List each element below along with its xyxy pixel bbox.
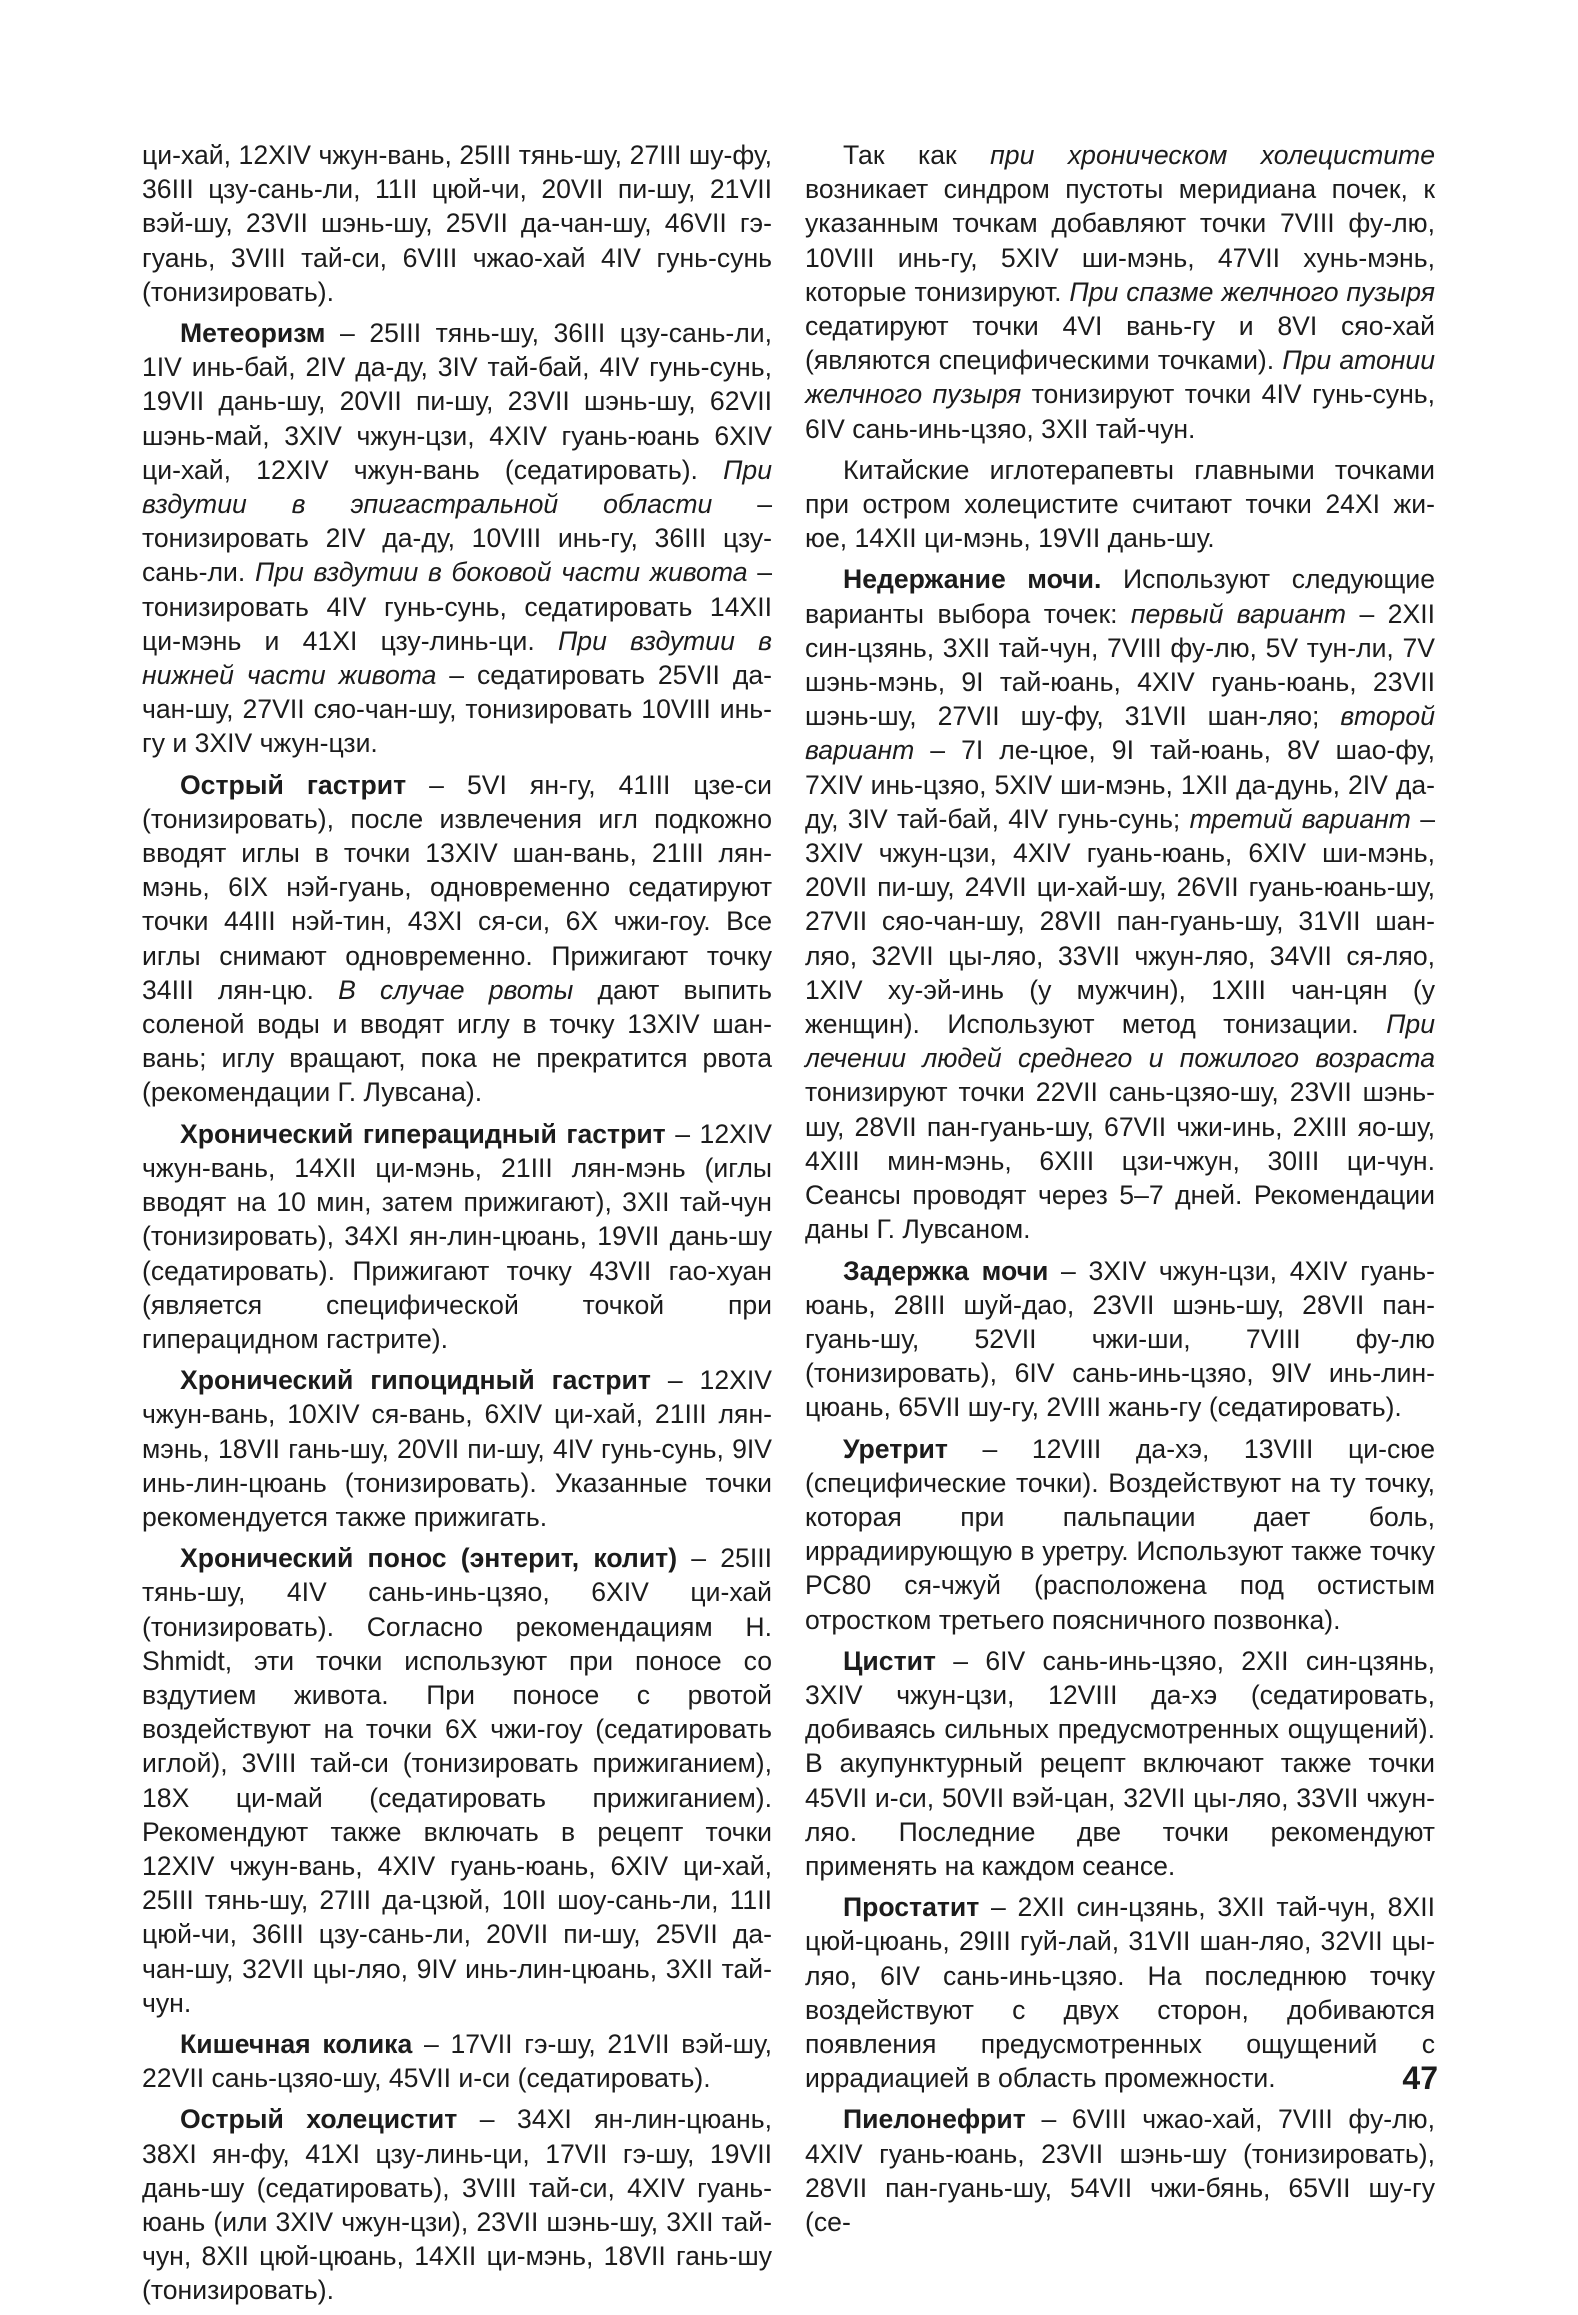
left-column [142, 138, 772, 2315]
paragraph [142, 316, 772, 761]
paragraph [142, 1363, 772, 1534]
italic-phrase: При спазме желчного пузыря [1069, 276, 1435, 307]
text-run: – тонизировать 2IV да-ду, 10VIII инь-гу, 36III цзу-сань-ли. [142, 489, 772, 588]
italic-phrase: В случае рвоты [338, 974, 574, 1005]
text-run: – 12XIV чжун-вань, 10XIV ся-вань, 6XIV ци-хай, 21III лян-мэнь, 18VII гань-шу, 20VII пи-шу, 4IV гунь-сунь, 9IV инь-лин-цюань (тонизировать). Указанные точки рекомендуется также прижигать. [142, 1365, 772, 1532]
text-run: тонизируют точки 22VII сань-цзяо-шу, 23VII шэнь-шу, 28VII пан-гуань-шу, 67VII чжи-инь, 2XIII яо-шу, 4XIII мин-мэнь, 6XIII цзи-чжун, 30III ци-чун. Сеансы проводят через 5–7 дней. Рекомендации даны Г. Лувсаном. [805, 1077, 1435, 1245]
text-run: – 12XIV чжун-вань, 14XII ци-мэнь, 21III лян-мэнь (иглы вводят на 10 мин, затем прижигают), 3XII тай-чун (тонизировать), 34XI ян-лин-цюань, 19VII дань-шу (седатировать). Прижигают точку 43VII гао-хуан (является специфической точкой при гиперацидном гастрите). [142, 1118, 773, 1354]
italic-phrase: При вздутии в нижней части живота [142, 625, 772, 691]
section-heading: Хронический понос (энтерит, колит) [180, 1543, 678, 1574]
section-heading: Хронический гипоцидный гастрит [180, 1365, 651, 1396]
paragraph [142, 2027, 772, 2095]
paragraph [805, 138, 1435, 446]
text-run: – 25III тянь-шу, 36III цзу-сань-ли, 1IV инь-бай, 2IV да-ду, 3IV тай-бай, 4IV гунь-сунь, 19VII дань-шу, 20VII пи-шу, 23VII шэнь-шу, 62VII шэнь-май, 3XIV чжун-цзи, 4XIV гуань-юань 6XIV ци-хай, 12XIV чжун-вань (седатировать). [142, 318, 772, 485]
paragraph [142, 768, 772, 1110]
section-heading: Простатит [843, 1892, 980, 1923]
italic-phrase: при хроническом холецистите [990, 140, 1435, 170]
text-run: – 6VIII чжао-хай, 7VIII фу-лю, 4XIV гуань-юань, 23VII шэнь-шу (тонизировать), 28VII пан-гуань-шу, 54VII чжи-бянь, 65VII шу-гу (се- [805, 2104, 1435, 2237]
italic-phrase: третий вариант [1189, 803, 1411, 834]
section-heading: Острый холецистит [180, 2104, 458, 2135]
text-run: – 5VI ян-гу, 41III цзе-си (тонизировать), после извлечения игл подкожно вводят иглы в точки 13XIV шан-вань, 21III лян-мэнь, 6IX нэй-гуань, одновременно седатируют точки 44III нэй-тин, 43XI ся-си, 6X чжи-гоу. Все иглы снимают одновременно. Прижигают точку 34III лян-цю. [142, 769, 773, 1005]
text-run: – 6IV сань-инь-цзяо, 2XII син-цзянь, 3XIV чжун-цзи, 12VIII да-хэ (седатировать, добиваясь сильных предусмотренных ощущений). В акупунктурный рецепт включают также точки 45VII и-си, 50VII вэй-цан, 32VII цы-ляо, 33VII чжун-ляо. Последние две точки рекомендуют применять на каждом сеансе. [805, 1645, 1435, 1881]
text-run: – 3XIV чжун-цзи, 4XIV гуань-юань, 6XIV ши-мэнь, 20VII пи-шу, 24VII ци-хай-шу, 26VII гуань-юань-шу, 27VII сяо-чан-шу, 28VII пан-гуань-шу, 31VII шан-ляо, 32VII цы-ляо, 33VII чжун-ляо, 34VII ся-ляо, 1XIV ху-эй-инь (у мужчин), 1XIII чан-цян (у женщин). Используют метод тонизации. [805, 803, 1435, 1040]
text-run: Китайские иглотерапевты главными точками при остром холецистите считают точки 24XI жи-юе, 14XII ци-мэнь, 19VII дань-шу. [805, 454, 1435, 554]
paragraph [142, 1117, 772, 1356]
text-run: – 12VIII да-хэ, 13VIII ци-сюе (специфические точки). Воздействуют на ту точку, которая при пальпации дает боль, иррадиирующую в уретру. Используют также точку РС80 ся-чжуй (расположена под остистым отростком третьего поясничного позвонка). [805, 1433, 1435, 1635]
paragraph [805, 1644, 1435, 1883]
section-heading: Хронический гиперацидный гастрит [180, 1118, 666, 1149]
paragraph [142, 2102, 772, 2307]
paragraph [142, 1541, 772, 2020]
right-column [805, 138, 1435, 2246]
text-run: – 17VII гэ-шу, 21VII вэй-шу, 22VII сань-цзяо-шу, 45VII и-си (седатировать). [142, 2028, 772, 2094]
section-heading: Задержка мочи [843, 1255, 1049, 1286]
text-run: – 3XIV чжун-цзи, 4XIV гуань-юань, 28III шуй-дао, 23VII шэнь-шу, 28VII пан-гуань-шу, 52VII чжи-ши, 7VIII фу-лю (тонизировать), 6IV сань-инь-цзяо, 9IV инь-лин-цюань, 65VII шу-гу, 2VIII жань-гу (седатировать). [805, 1255, 1435, 1423]
italic-phrase: первый вариант [1130, 598, 1347, 629]
paragraph [805, 1890, 1435, 2095]
text-run: Используют следующие варианты выбора точек: [805, 564, 1435, 629]
italic-phrase: При лечении людей среднего и пожилого возраста [805, 1009, 1435, 1074]
paragraph [805, 1432, 1435, 1637]
text-run: – седатировать 25VII да-чан-шу, 27VII сяо-чан-шу, тонизировать 10VIII инь-гу и 3XIV чжун-цзи. [142, 660, 773, 759]
paragraph [805, 2102, 1435, 2239]
text-run: – 7I ле-цюе, 9I тай-юань, 8V шао-фу, 7XIV инь-цзяо, 5XIV ши-мэнь, 1XII да-дунь, 2IV да-ду, 3IV тай-бай, 4IV гунь-сунь; [805, 735, 1435, 834]
section-heading: Острый гастрит [180, 769, 407, 800]
italic-phrase: второй вариант [805, 701, 1435, 766]
paragraph [805, 1254, 1435, 1425]
section-heading: Кишечная колика [180, 2028, 413, 2059]
italic-phrase: При вздутии в эпигастральной области [142, 454, 772, 520]
italic-phrase: При атонии желчного пузыря [805, 345, 1436, 410]
paragraph [805, 562, 1435, 1246]
text-run: седатируют точки 4VI вань-гу и 8VI сяо-хай (являются специфическими точками). [805, 311, 1435, 376]
section-heading: Метеоризм [180, 318, 326, 349]
section-heading: Недержание мочи. [843, 564, 1102, 595]
text-run: дают выпить соленой воды и вводят иглу в точку 13XIV шан-вань; иглу вращают, пока не прекратится рвота (рекомендации Г. Лувсана). [142, 974, 772, 1108]
section-heading: Уретрит [843, 1433, 948, 1464]
text-run: ци-хай, 12XIV чжун-вань, 25III тянь-шу, 27III шу-фу, 36III цзу-сань-ли, 11II цюй-чи, 20VII пи-шу, 21VII вэй-шу, 23VII шэнь-шу, 25VII да-чан-шу, 46VII гэ-гуань, 3VIII тай-си, 6VIII чжао-хай 4IV гунь-сунь (тонизировать). [142, 140, 772, 307]
italic-phrase: При вздутии в боковой части живота [254, 557, 748, 588]
text-run: – 2XII син-цзянь, 3XII тай-чун, 7VIII фу-лю, 5V тун-ли, 7V шэнь-мэнь, 9I тай-юань, 4XIV гуань-юань, 23VII шэнь-шу, 27VII шу-фу, 31VII шан-ляо; [805, 598, 1435, 732]
paragraph [142, 138, 772, 309]
page-number: 47 [1402, 2060, 1438, 2096]
text-run: – 25III тянь-шу, 4IV сань-инь-цзяо, 6XIV ци-хай (тонизировать). Согласно рекомендациям H. Shmidt, эти точки используют при поносе со вздутием живота. При поносе с рвотой воздействуют на точки 6X чжи-гоу (седатировать иглой), 3VIII тай-си (тонизировать прижиганием), 18X ци-май (седатировать прижиганием). Рекомендуют также включать в рецепт точки 12XIV чжун-вань, 4XIV гуань-юань, 6XIV ци-хай, 25III тянь-шу, 27III да-цзюй, 10II шоу-сань-ли, 11II цюй-чи, 36III цзу-сань-ли, 20VII пи-шу, 25VII да-чан-шу, 32VII цы-ляо, 9IV инь-лин-цюань, 3XII тай-чун. [142, 1543, 772, 2018]
text-run: – 2XII син-цзянь, 3XII тай-чун, 8XII цюй-цюань, 29III гуй-лай, 31VII шан-ляо, 32VII цы-ляо, 6IV сань-инь-цзяо. На последнюю точку воздействуют с двух сторон, добиваются появления предусмотренных ощущений с иррадиацией в область промежности. [805, 1892, 1435, 2094]
section-heading: Пиелонефрит [843, 2104, 1026, 2135]
text-run: возникает синдром пустоты меридиана почек, к указанным точкам добавляют точки 7VIII фу-лю, 10VIII инь-гу, 5XIV ши-мэнь, 47VII хунь-мэнь, которые тонизируют. [805, 174, 1435, 307]
text-run: Так как [843, 140, 991, 170]
paragraph [805, 453, 1435, 556]
text-run: – 34XI ян-лин-цюань, 38XI ян-фу, 41XI цзу-линь-ци, 17VII гэ-шу, 19VII дань-шу (седатировать), 3VIII тай-си, 4XIV гуань-юань (или 3XIV чжун-цзи), 23VII шэнь-шу, 3XII тай-чун, 8XII цюй-цюань, 14XII ци-мэнь, 18VII гань-шу (тонизировать). [142, 2104, 772, 2306]
section-heading: Цистит [843, 1645, 936, 1676]
text-run: – тонизировать 4IV гунь-сунь, седатировать 14XII ци-мэнь и 41XI цзу-линь-ци. [142, 557, 772, 656]
text-run: тонизируют точки 4IV гунь-сунь, 6IV сань-инь-цзяо, 3XII тай-чун. [805, 379, 1435, 444]
